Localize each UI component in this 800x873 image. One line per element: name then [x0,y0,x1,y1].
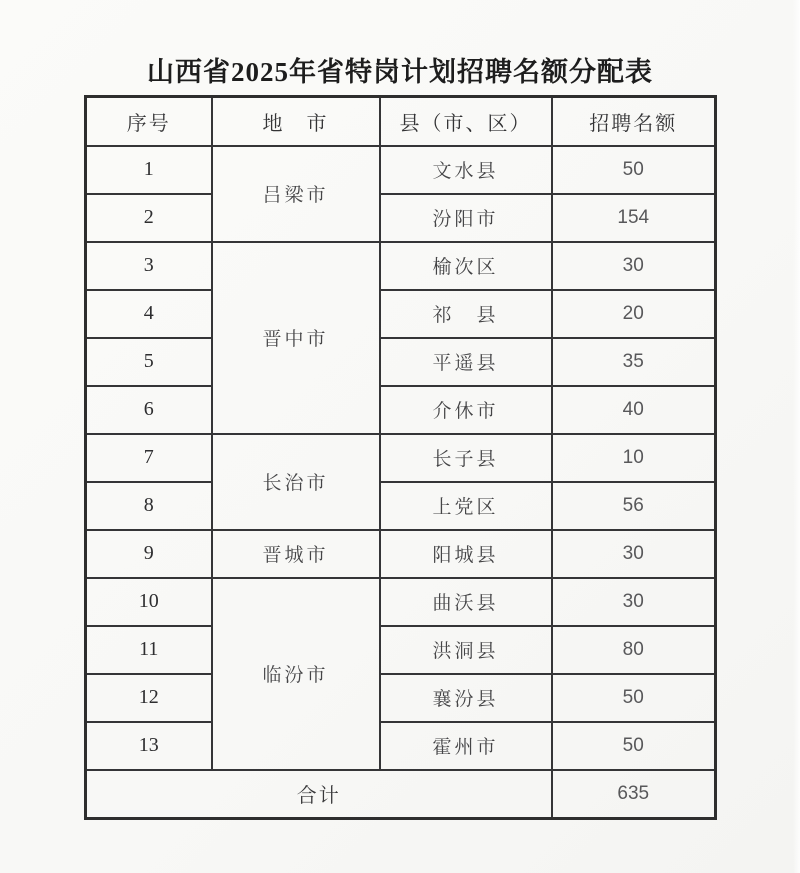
quota-cell: 30 [552,242,716,290]
city-cell-changzhi: 长治市 [212,434,380,530]
table-row [86,242,716,290]
table-row [86,626,716,674]
quota-cell: 50 [552,722,716,770]
quota-cell: 56 [552,482,716,530]
table-row [86,338,716,386]
seq-cell: 12 [86,674,212,722]
quota-cell: 30 [552,578,716,626]
seq-cell: 2 [86,194,212,242]
county-cell: 上党区 [380,482,552,530]
county-cell: 汾阳市 [380,194,552,242]
table-row [86,530,716,578]
header-seq: 序号 [86,97,212,146]
county-cell: 祁 县 [380,290,552,338]
city-cell-jincheng: 晋城市 [212,530,380,578]
table-row [86,674,716,722]
table-row [86,482,716,530]
table-row [86,434,716,482]
seq-cell: 8 [86,482,212,530]
header-city: 地 市 [212,97,380,146]
county-cell: 介休市 [380,386,552,434]
table-row [86,578,716,626]
seq-cell: 6 [86,386,212,434]
quota-cell: 80 [552,626,716,674]
city-cell-jinzhong: 晋中市 [212,242,380,434]
county-cell: 榆次区 [380,242,552,290]
county-cell: 曲沃县 [380,578,552,626]
total-value: 635 [552,770,716,819]
table-row [86,194,716,242]
table-row [86,386,716,434]
table-row [86,722,716,770]
page-title: 山西省2025年省特岗计划招聘名额分配表 [147,57,653,87]
seq-cell: 1 [86,146,212,194]
county-cell: 阳城县 [380,530,552,578]
seq-cell: 11 [86,626,212,674]
table-row [86,290,716,338]
county-cell: 长子县 [380,434,552,482]
quota-cell: 35 [552,338,716,386]
seq-cell: 3 [86,242,212,290]
county-cell: 文水县 [380,146,552,194]
quota-cell: 10 [552,434,716,482]
page-edge-highlight [793,0,800,873]
quota-cell: 20 [552,290,716,338]
city-cell-linfen: 临汾市 [212,578,380,770]
seq-cell: 13 [86,722,212,770]
seq-cell: 7 [86,434,212,482]
quota-allocation-table [84,95,717,820]
county-cell: 襄汾县 [380,674,552,722]
seq-cell: 9 [86,530,212,578]
quota-cell: 30 [552,530,716,578]
header-county: 县（市、区） [380,97,552,146]
quota-cell: 40 [552,386,716,434]
seq-cell: 5 [86,338,212,386]
quota-cell: 50 [552,146,716,194]
seq-cell: 4 [86,290,212,338]
table-row [86,146,716,194]
quota-cell: 50 [552,674,716,722]
county-cell: 霍州市 [380,722,552,770]
seq-cell: 10 [86,578,212,626]
quota-cell: 154 [552,194,716,242]
header-quota: 招聘名额 [552,97,716,146]
city-cell-luliang: 吕梁市 [212,146,380,242]
total-row [86,770,716,819]
county-cell: 洪洞县 [380,626,552,674]
total-label: 合计 [86,770,552,819]
county-cell: 平遥县 [380,338,552,386]
header-row [86,97,716,146]
